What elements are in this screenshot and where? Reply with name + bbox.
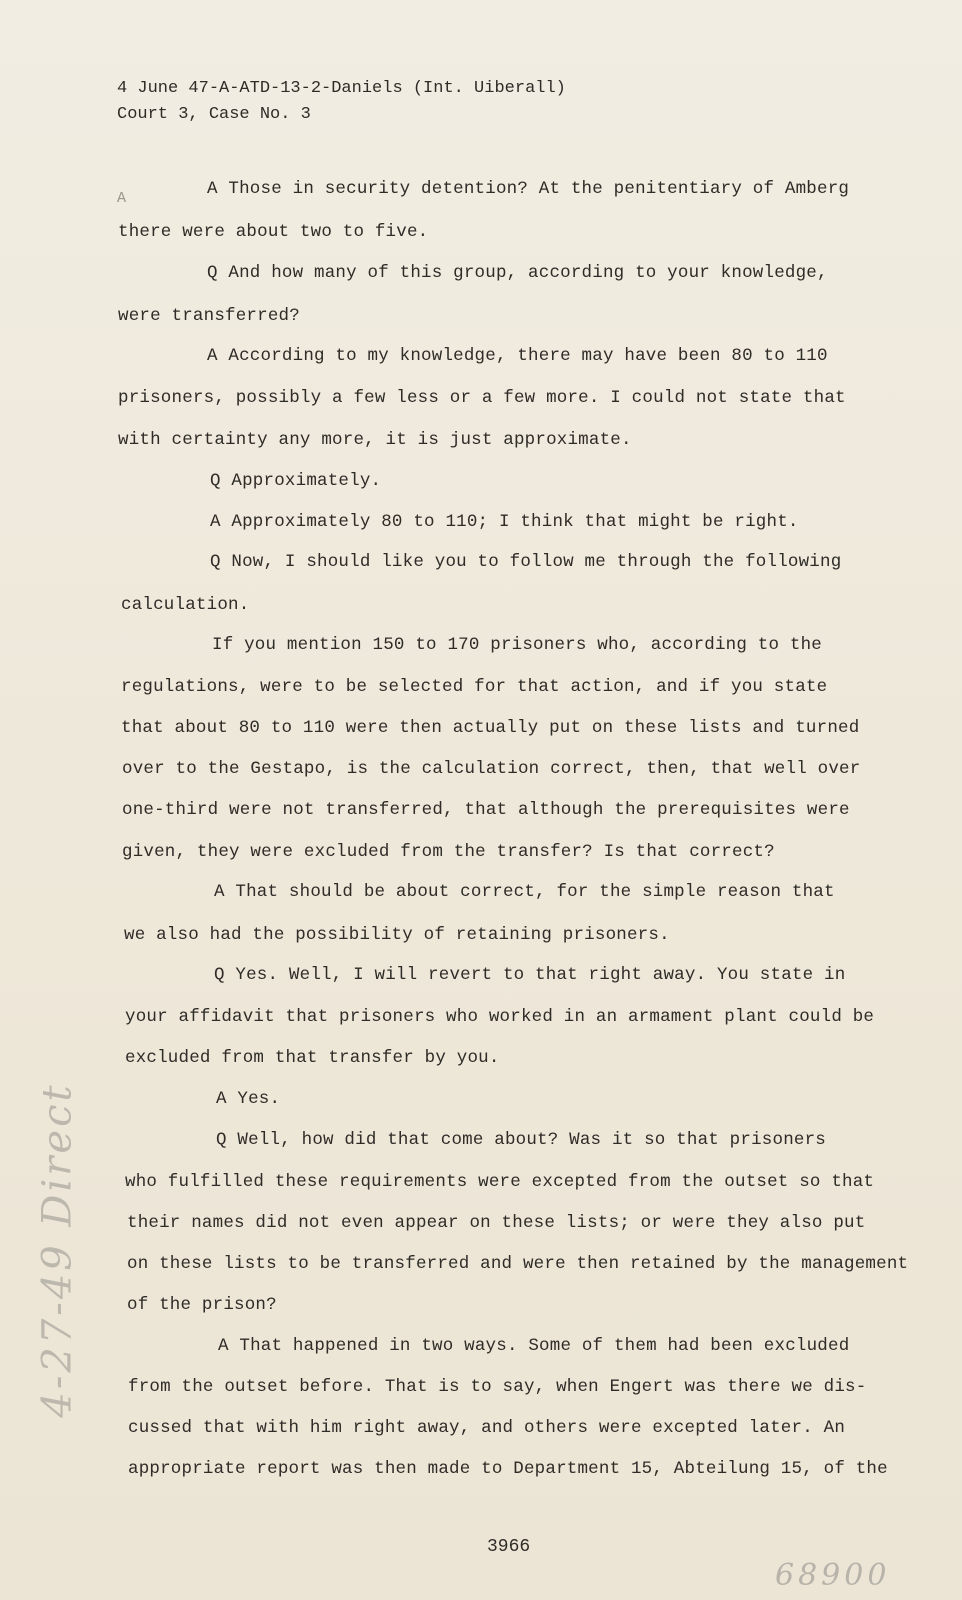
transcript-line: over to the Gestapo, is the calculation correct, then, that well over [122, 759, 861, 779]
transcript-line: that about 80 to 110 were then actually put on these lists and turned [121, 718, 860, 738]
transcript-line: A That happened in two ways. Some of them had been excluded [218, 1336, 850, 1356]
transcript-line: with certainty any more, it is just approximate. [118, 430, 632, 450]
transcript-line: If you mention 150 to 170 prisoners who, according to the [212, 635, 822, 655]
margin-tag: A [117, 190, 127, 207]
transcript-line: Q Approximately. [210, 471, 382, 491]
transcript-line: who fulfilled these requirements were excepted from the outset so that [125, 1172, 875, 1192]
transcript-line: one-third were not transferred, that although the prerequisites were [122, 800, 850, 820]
handwritten-margin-note [28, 1082, 88, 1418]
transcript-line: cussed that with him right away, and others were excepted later. An [128, 1418, 846, 1438]
page-number: 3966 [487, 1537, 531, 1557]
transcript-line: A Yes. [216, 1089, 281, 1109]
transcript-line: excluded from that transfer by you. [125, 1048, 500, 1068]
document-header [117, 76, 566, 128]
archive-stamp: 68900 [775, 1558, 891, 1593]
transcript-line: from the outset before. That is to say, when Engert was there we dis- [128, 1377, 867, 1397]
transcript-line: Q Now, I should like you to follow me through the following [210, 552, 842, 572]
transcript-line: on these lists to be transferred and were then retained by the management [127, 1254, 909, 1274]
transcript-line: we also had the possibility of retaining prisoners. [124, 925, 670, 945]
margin-note-text: 4-27-49 Direct [35, 1082, 81, 1418]
transcript-line: given, they were excluded from the transfer? Is that correct? [122, 842, 775, 862]
transcript-line: Q And how many of this group, according to your knowledge, [207, 263, 828, 283]
transcript-line: A Approximately 80 to 110; I think that might be right. [210, 512, 799, 532]
transcript-line: prisoners, possibly a few less or a few more. I could not state that [118, 388, 846, 408]
transcript-line: of the prison? [127, 1295, 277, 1315]
transcript-line: their names did not even appear on these lists; or were they also put [127, 1213, 866, 1233]
header-line-2: Court 3, Case No. 3 [117, 105, 311, 124]
transcript-line: calculation. [121, 595, 250, 615]
transcript-line: appropriate report was then made to Department 15, Abteilung 15, of the [128, 1459, 888, 1479]
transcript-line: there were about two to five. [118, 222, 429, 242]
transcript-line: A Those in security detention? At the penitentiary of Amberg [207, 179, 850, 199]
transcript-line: your affidavit that prisoners who worked in an armament plant could be [125, 1007, 875, 1027]
transcript-line: Q Well, how did that come about? Was it so that prisoners [216, 1130, 826, 1150]
transcript-line: Q Yes. Well, I will revert to that right away. You state in [214, 965, 846, 985]
transcript-line: were transferred? [118, 306, 300, 326]
transcript-line: regulations, were to be selected for that action, and if you state [121, 677, 828, 697]
transcript-line: A That should be about correct, for the simple reason that [214, 882, 835, 902]
header-line-1: 4 June 47-A-ATD-13-2-Daniels (Int. Uiberall) [117, 79, 566, 98]
transcript-line: A According to my knowledge, there may have been 80 to 110 [207, 346, 828, 366]
